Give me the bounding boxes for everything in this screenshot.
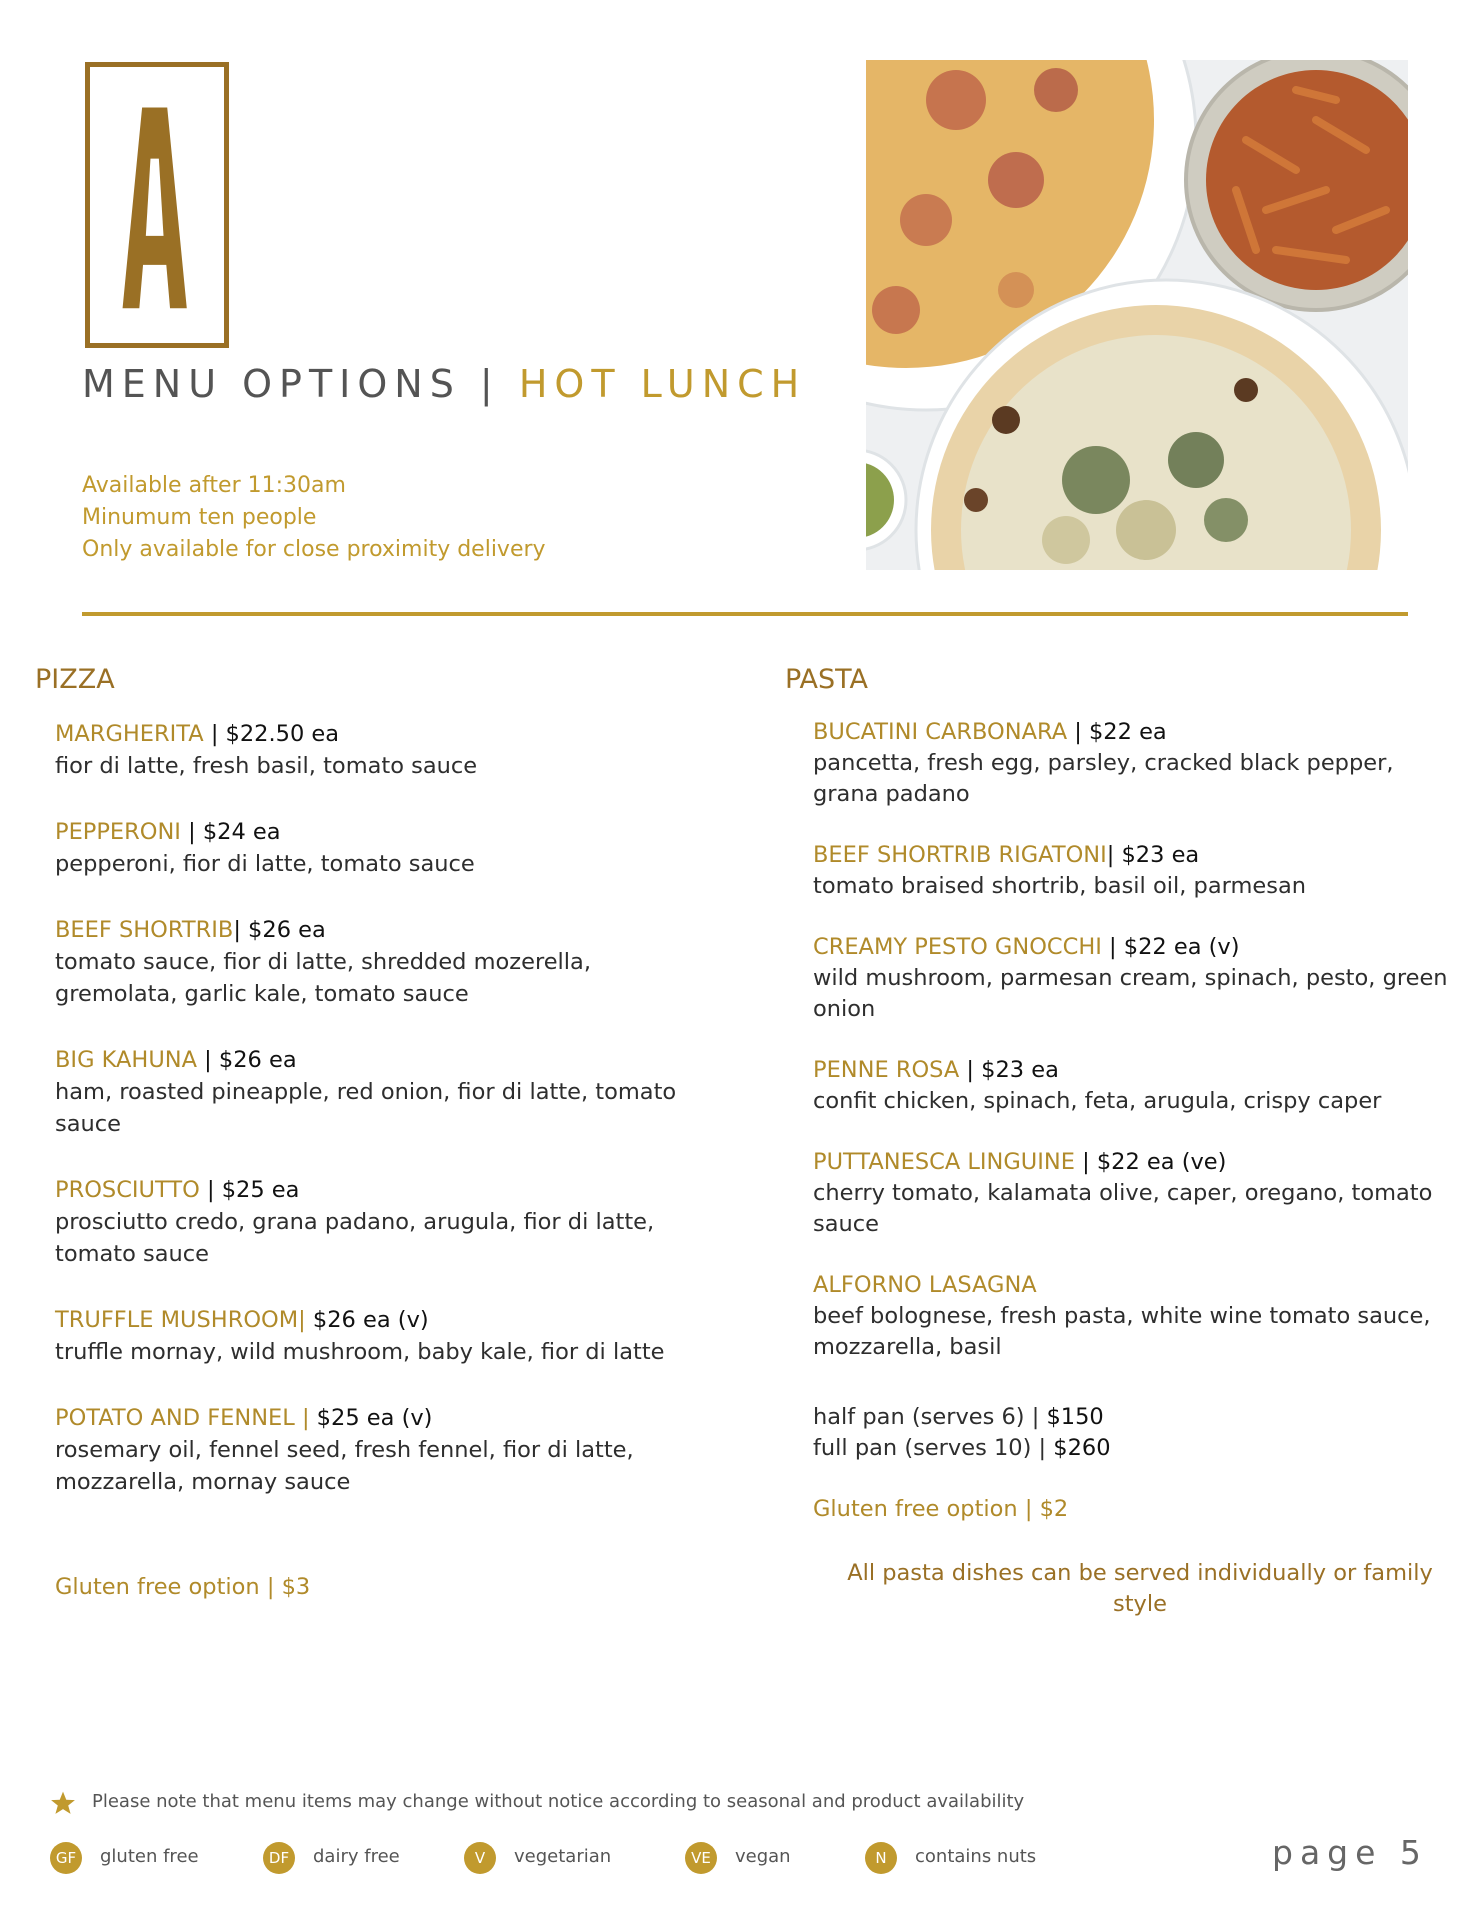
item-name: PEPPERONI [55,819,181,845]
pan-pricing [813,1402,1111,1464]
item-name: ALFORNO LASAGNA [813,1272,1037,1298]
item-price: $26 ea (v) [305,1307,429,1333]
family-style-note: All pasta dishes can be served individually or family style [847,1560,1433,1617]
availability-notes [82,470,546,566]
item-price: | $22 ea (v) [1101,934,1240,960]
star-icon [50,1790,76,1816]
menu-item [813,932,1453,1025]
item-description: wild mushroom, parmesan cream, spinach, pesto, green onion [813,965,1448,1022]
item-name: PROSCIUTTO [55,1177,200,1203]
item-price: | $22.50 ea [203,721,340,747]
menu-item [813,840,1453,902]
note-line: Available after 11:30am [82,473,346,498]
logo-letter-a [90,67,224,343]
item-price: | $25 ea [199,1177,300,1203]
divider [82,612,1408,616]
menu-item [813,1055,1453,1117]
gluten-free-icon: GF [50,1842,82,1874]
item-description: cherry tomato, kalamata olive, caper, oregano, tomato sauce [813,1180,1433,1237]
legend-label: gluten free [100,1846,199,1867]
item-name: CREAMY PESTO GNOCCHI [813,934,1102,960]
item-description: confit chicken, spinach, feta, arugula, crispy caper [813,1088,1382,1114]
logo [85,62,229,348]
item-name: POTATO AND FENNEL | [55,1405,310,1431]
title-accent: HOT LUNCH [518,362,807,406]
item-name: MARGHERITA [55,721,204,747]
item-description: rosemary oil, fennel seed, fresh fennel, fior di latte, mozzarella, mornay sauce [55,1437,634,1495]
pasta-list [813,717,1453,1393]
item-price: | $26 ea [233,917,326,943]
contains-nuts-icon: N [865,1842,897,1874]
page-number: page 5 [1272,1833,1428,1872]
item-name: PENNE ROSA [813,1057,960,1083]
item-price: | $24 ea [180,819,281,845]
pan-label: half pan (serves 6) | [813,1404,1047,1430]
pan-label: full pan (serves 10) | [813,1435,1054,1461]
item-price: | $22 ea (ve) [1074,1149,1227,1175]
footer-note-text: Please note that menu items may change without notice according to seasonal and product availability [92,1791,1025,1812]
item-name: BIG KAHUNA [55,1047,198,1073]
item-description: prosciutto credo, grana padano, arugula, fior di latte, tomato sauce [55,1209,655,1267]
menu-item [813,1270,1453,1363]
item-name: TRUFFLE MUSHROOM| [55,1307,306,1333]
vegetarian-icon: V [464,1842,496,1874]
note-line: Minumum ten people [82,505,317,530]
menu-item [55,1304,695,1368]
legend-label: dairy free [313,1846,400,1867]
item-price: | $23 ea [959,1057,1059,1083]
pan-price: $260 [1053,1435,1111,1461]
pasta-heading: PASTA [785,664,869,695]
food-photo-illustration [866,60,1408,570]
menu-item [55,1402,695,1498]
title-main: MENU OPTIONS [82,362,461,406]
legend-label: vegetarian [514,1846,612,1867]
item-description: truffle mornay, wild mushroom, baby kale, fior di latte [55,1339,665,1365]
dairy-free-icon: DF [263,1842,295,1874]
food-photo [866,60,1408,570]
item-name: BEEF SHORTRIB RIGATONI [813,842,1107,868]
item-description: fior di latte, fresh basil, tomato sauce [55,753,478,779]
pizza-list [55,718,695,1532]
pizza-gluten-free-option: Gluten free option | $3 [55,1574,311,1600]
pasta-gluten-free-option: Gluten free option | $2 [813,1496,1069,1522]
vegan-icon: VE [685,1842,717,1874]
item-description: tomato braised shortrib, basil oil, parmesan [813,873,1306,899]
item-price: $25 ea (v) [309,1405,433,1431]
legend-label: vegan [735,1846,791,1867]
item-price: | $26 ea [197,1047,297,1073]
item-name: BEEF SHORTRIB [55,917,234,943]
item-description: pancetta, fresh egg, parsley, cracked black pepper, grana padano [813,750,1394,807]
item-description: beef bolognese, fresh pasta, white wine tomato sauce, mozzarella, basil [813,1303,1431,1360]
pan-option [813,1402,1111,1433]
menu-item [813,1147,1453,1240]
note-line: Only available for close proximity delivery [82,537,546,562]
item-price: | $23 ea [1106,842,1200,868]
item-name: PUTTANESCA LINGUINE [813,1149,1075,1175]
title-separator: | [479,362,500,406]
menu-item [813,717,1453,810]
pizza-heading: PIZZA [35,664,115,695]
item-description: pepperoni, fior di latte, tomato sauce [55,851,475,877]
menu-item [55,914,695,1010]
pan-option [813,1433,1111,1464]
item-description: ham, roasted pineapple, red onion, fior di latte, tomato sauce [55,1079,677,1137]
item-price: | $22 ea [1067,719,1167,745]
menu-item [55,718,695,782]
page-title [82,362,806,406]
menu-item [55,816,695,880]
menu-item [55,1174,695,1270]
pan-price: $150 [1046,1404,1104,1430]
item-description: tomato sauce, fior di latte, shredded mozerella, gremolata, garlic kale, tomato sauce [55,949,591,1007]
item-name: BUCATINI CARBONARA [813,719,1068,745]
legend-label: contains nuts [915,1846,1037,1867]
menu-item [55,1044,695,1140]
